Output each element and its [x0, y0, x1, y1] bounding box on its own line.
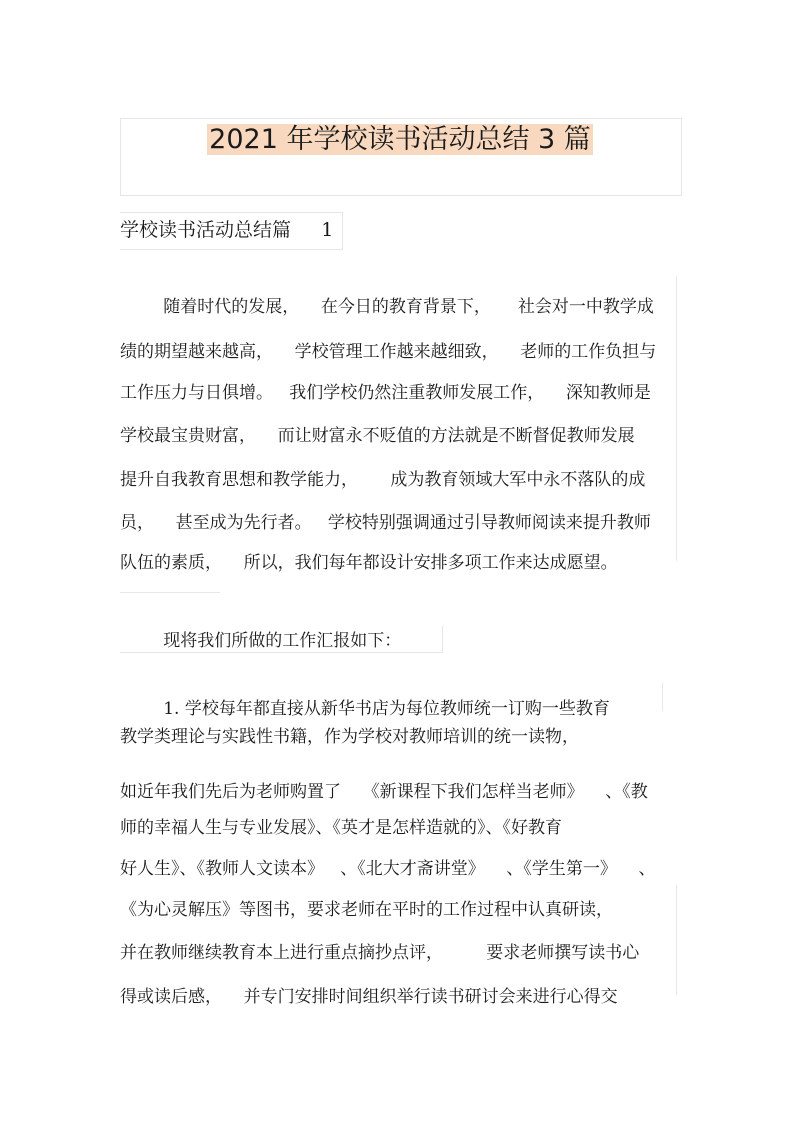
document-title: 2021 年学校读书活动总结 3 篇: [209, 124, 591, 155]
paragraph-line: 好人生》、《教师人文读本》 、《北大才斋讲堂》 、《学生第一》 、: [120, 859, 656, 879]
paragraph-line: 绩的期望越来越高， 学校管理工作越来越细致， 老师的工作负担与: [120, 342, 657, 362]
paragraph-line: 员， 甚至成为先行者。 学校特别强调通过引导教师阅读来提升教师: [120, 513, 651, 533]
paragraph-line: 得或读后感， 并专门安排时间组织举行读书研讨会来进行心得交: [120, 987, 618, 1007]
paragraph-line: 队伍的素质， 所以，我们每年都设计安排多项工作来达成愿望。: [120, 553, 618, 573]
paragraph-line: 学校最宝贵财富， 而让财富永不贬值的方法就是不断督促教师发展: [120, 426, 635, 446]
paragraph-line: 提升自我教育思想和教学能力， 成为教育领域大军中永不落队的成: [120, 470, 646, 490]
paragraph-line: 随着时代的发展， 在今日的教育背景下， 社会对一中教学成: [120, 297, 654, 317]
paragraph-line: 1. 学校每年都直接从新华书店为每位教师统一订购一些教育: [120, 699, 610, 719]
para1-box-bottom: [120, 592, 220, 593]
section-heading: 学校读书活动总结篇 1: [120, 219, 334, 241]
paragraph-line: 工作压力与日俱增。 我们学校仍然注重教师发展工作， 深知教师是: [120, 383, 651, 403]
paragraph-line: 教学类理论与实践性书籍，作为学校对教师培训的统一读物，: [120, 727, 579, 747]
paragraph-line: 《为心灵解压》等图书，要求老师在平时的工作过程中认真研读，: [120, 900, 613, 920]
paragraph-line: 师的幸福人生与专业发展》、《英才是怎样造就的》、《好教育: [120, 818, 562, 838]
paragraph-line: 现将我们所做的工作汇报如下：: [120, 631, 402, 651]
paragraph-line: 并在教师继续教育本上进行重点摘抄点评， 要求老师撰写读书心: [120, 943, 640, 963]
paragraph-line: 如近年我们先后为老师购置了 《新课程下我们怎样当老师》 、《教: [120, 782, 648, 802]
